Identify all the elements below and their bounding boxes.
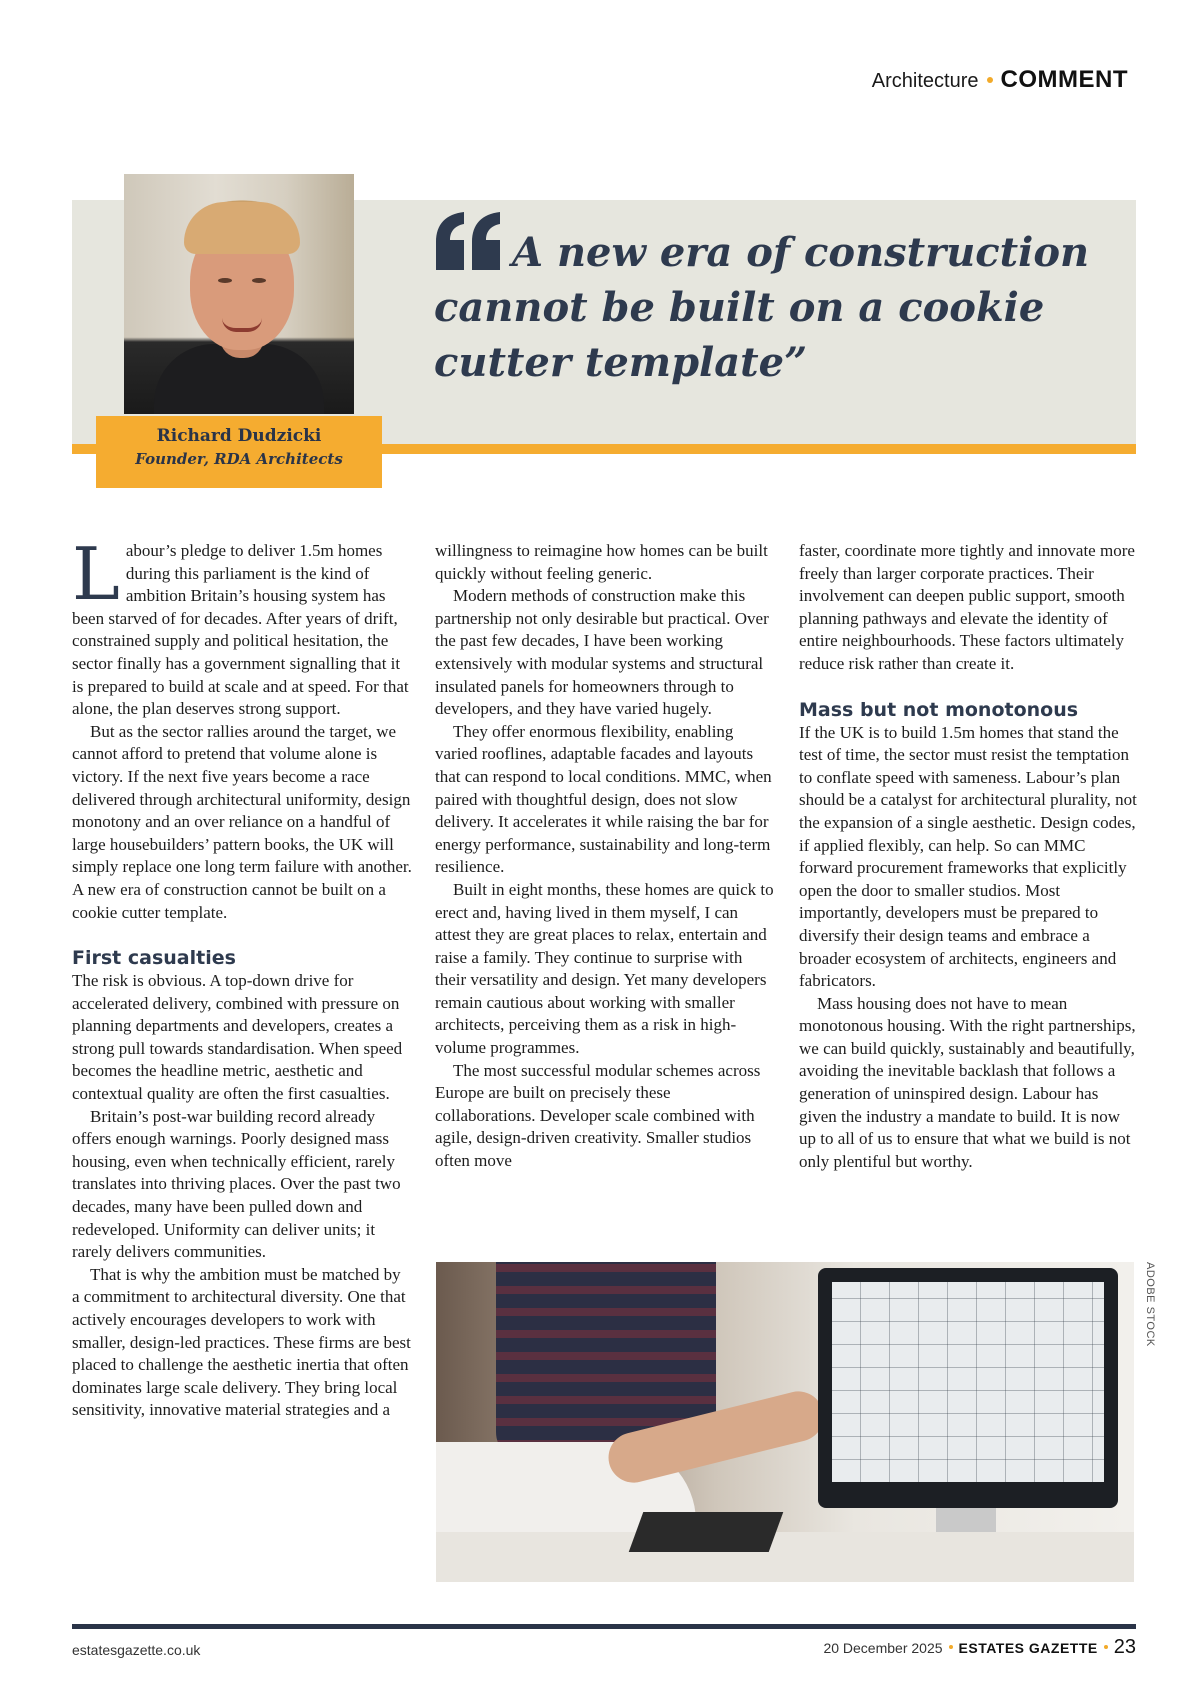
article-paragraph: The most successful modular schemes across Europe are built on precisely these collaborations. Developer scale combined with agile, design-driven creativity. Smaller studios often move	[435, 1060, 761, 1171]
footer-rule	[72, 1624, 1136, 1629]
article-paragraph: Modern methods of construction make this partnership not only desirable but practical. Over the past few decades, I have been working extensively with modular systems and structural insulated panels for homeowners through to developers, and they have varied hugely.	[435, 586, 769, 719]
article-paragraph: They offer enormous flexibility, enabling varied rooflines, adaptable facades and layouts that can respond to local conditions. MMC, when paired with thoughtful design, does not slow delivery. It accelerates it while raising the bar for energy performance, sustainability and long-term resilience.	[435, 721, 772, 877]
article-paragraph: faster, coordinate more tightly and innovate more freely than larger corporate practices. Their involvement can deepen public support, smooth planning pathways and elevate the identity of entire neighbourhoods. These factors ultimately reduce risk rather than create it.	[799, 541, 1135, 673]
article-paragraph: Britain’s post-war building record already offers enough warnings. Poorly designed mass housing, even when technically efficient, rarely translates into thriving places. Over the past two decades, many have been pulled down and redeveloped. Uniformity can deliver units; it rarely delivers communities.	[72, 1106, 401, 1262]
article-paragraph: That is why the ambition must be matched by a commitment to architectural diversity. One that actively encourages developers to work with smaller, design-led practices. These firms are best placed to challenge the aesthetic inertia that often dominates large scale delivery. They bring local sensitivity, innovative material strategies and a	[72, 1264, 411, 1420]
footer-website: estatesgazette.co.uk	[72, 1642, 201, 1658]
article-paragraph: Mass housing does not have to mean monotonous housing. With the right partnerships, we can build quickly, sustainably and beautifully, avoiding the inevitable backlash that follows a generation of uninspired design. Labour has given the industry a mandate to build. It is now up to all of us to ensure that what we build is not only plentiful but worthy.	[799, 993, 1136, 1171]
article-column-2	[435, 540, 775, 1173]
page-number: 23	[1113, 1636, 1136, 1658]
author-role: Founder, RDA Architects	[135, 450, 343, 468]
photo-monitor	[818, 1268, 1118, 1508]
photo-desk	[436, 1532, 1134, 1582]
pull-quote	[434, 212, 1124, 390]
article-photo	[436, 1262, 1134, 1582]
subheading-mass-but-not-monotonous: Mass but not monotonous	[799, 698, 1079, 721]
portrait-eye	[252, 278, 266, 283]
footer-date: 20 December 2025	[823, 1640, 943, 1656]
drop-cap: L	[72, 532, 120, 616]
photo-notebook	[629, 1512, 784, 1552]
article-column-1	[72, 532, 412, 1422]
pull-quote-text: A new era of construction cannot be built on a cookie cutter template”	[434, 229, 1090, 386]
article-column-3	[799, 540, 1139, 1173]
subheading-first-casualties: First casualties	[72, 947, 236, 970]
article-paragraph: Labour’s pledge to deliver 1.5m homes during this parliament is the kind of ambition Britain’s housing system has been starved of for decades. After years of drift, constrained supply and political hesitation, the sector finally has a government signalling that it is prepared to build at scale and at speed. For that alone, the plan deserves strong support.	[72, 532, 409, 719]
article-paragraph: Built in eight months, these homes are quick to erect and, having lived in them myself, I can attest they are great places to relax, entertain and raise a family. They continue to surprise with their versatility and design. Yet many developers remain cautious about working with smaller architects, perceiving them as a risk in high-volume programmes.	[435, 879, 774, 1058]
page-header	[872, 66, 1128, 94]
footer-publication: ESTATES GAZETTE	[958, 1640, 1098, 1656]
photo-blueprint-screen	[832, 1282, 1104, 1482]
page-footer	[823, 1636, 1136, 1659]
author-portrait	[124, 174, 354, 414]
photo-credit: ADOBE STOCK	[1144, 1262, 1156, 1347]
author-name: Richard Dudzicki	[156, 426, 322, 446]
section-label: Architecture	[871, 70, 979, 92]
open-quote-icon	[434, 212, 504, 272]
separator-dot-icon	[949, 1645, 953, 1649]
article-paragraph: If the UK is to build 1.5m homes that stand the test of time, the sector must resist the temptation to conflate speed with sameness. Labour’s plan should be a catalyst for architectural plurality, not the expansion of a single aesthetic. Design codes, if applied flexibly, can help. So can MMC forward procurement frameworks that explicitly open the door to smaller studios. Most importantly, developers must be prepared to diversify their design teams and embrace a broader ecosystem of architects, engineers and fabricators.	[799, 722, 1137, 991]
separator-dot-icon	[987, 77, 993, 83]
article-paragraph: willingness to reimagine how homes can be built quickly without feeling generic.	[435, 541, 768, 583]
author-byline	[96, 416, 382, 488]
article-paragraph: The risk is obvious. A top-down drive for accelerated delivery, combined with pressure on planning departments and developers, creates a strong pull towards standardisation. When speed becomes the headline metric, aesthetic and contextual quality are often the first casualties.	[72, 971, 403, 1104]
article-paragraph: But as the sector rallies around the target, we cannot afford to pretend that volume alone is victory. If the next five years become a race delivered through architectural uniformity, design monotony and an over reliance on a handful of large housebuilders’ pattern books, the UK will simply replace one long term failure with another. A new era of construction cannot be built on a cookie cutter template.	[72, 721, 412, 922]
portrait-hair	[184, 202, 300, 254]
separator-dot-icon	[1104, 1645, 1108, 1649]
article-kind-label: COMMENT	[1000, 66, 1128, 93]
portrait-eye	[218, 278, 232, 283]
